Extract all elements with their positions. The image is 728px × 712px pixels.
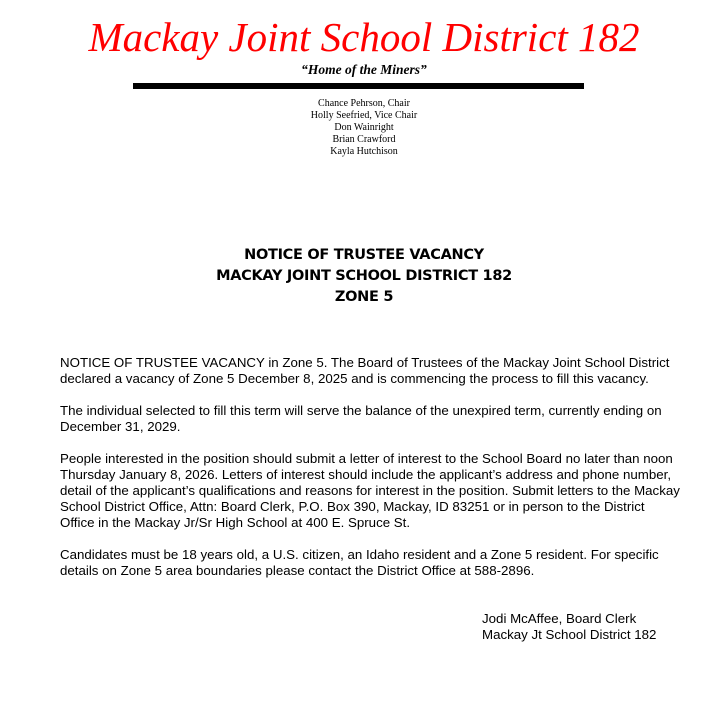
text-line: detail of the applicant’s qualifications and reasons for interest in the position. Submit letters to the Mackay xyxy=(60,483,680,498)
paragraph-vacancy-declaration xyxy=(60,355,680,387)
text-line: declared a vacancy of Zone 5 December 8, 2025 and is commencing the process to fill this vacancy. xyxy=(60,371,649,386)
notice-body xyxy=(60,355,680,595)
board-member: Chance Pehrson, Chair xyxy=(318,98,410,109)
text-line: People interested in the position should submit a letter of interest to the School Board no later than noon xyxy=(60,451,673,466)
text-line: Candidates must be 18 years old, a U.S. citizen, an Idaho resident and a Zone 5 resident. For specific xyxy=(60,547,659,562)
board-member: Brian Crawford xyxy=(332,134,396,145)
notice-heading-line: MACKAY JOINT SCHOOL DISTRICT 182 xyxy=(216,268,512,284)
text-line: Office in the Mackay Jr/Sr High School at 400 E. Spruce St. xyxy=(60,515,411,530)
header-divider xyxy=(133,83,584,89)
paragraph-application-instructions xyxy=(60,451,680,531)
text-line: NOTICE OF TRUSTEE VACANCY in Zone 5. The Board of Trustees of the Mackay Joint School District xyxy=(60,355,670,370)
notice-heading-line: NOTICE OF TRUSTEE VACANCY xyxy=(244,247,484,263)
paragraph-term-info xyxy=(60,403,680,435)
district-motto: “Home of the Miners” xyxy=(301,62,427,77)
text-line: Thursday January 8, 2026. Letters of interest should include the applicant’s address and phone number, xyxy=(60,467,672,482)
text-line: details on Zone 5 area boundaries please contact the District Office at 588-2896. xyxy=(60,563,535,578)
signature-block xyxy=(482,611,656,643)
board-member: Holly Seefried, Vice Chair xyxy=(310,110,418,121)
board-member: Kayla Hutchison xyxy=(330,146,398,157)
text-line: The individual selected to fill this term will serve the balance of the unexpired term, currently ending on xyxy=(60,403,662,418)
notice-heading-line: ZONE 5 xyxy=(334,289,394,305)
board-member: Don Wainright xyxy=(334,122,394,133)
district-title: Mackay Joint School District 182 xyxy=(88,14,640,60)
signatory-organization: Mackay Jt School District 182 xyxy=(482,627,657,642)
signatory-name: Jodi McAffee, Board Clerk xyxy=(482,611,637,626)
board-member-list xyxy=(0,98,728,158)
text-line: December 31, 2029. xyxy=(60,419,181,434)
notice-heading xyxy=(0,245,728,308)
text-line: School District Office, Attn: Board Clerk, P.O. Box 390, Mackay, ID 83251 or in person to the District xyxy=(60,499,645,514)
paragraph-eligibility xyxy=(60,547,680,579)
